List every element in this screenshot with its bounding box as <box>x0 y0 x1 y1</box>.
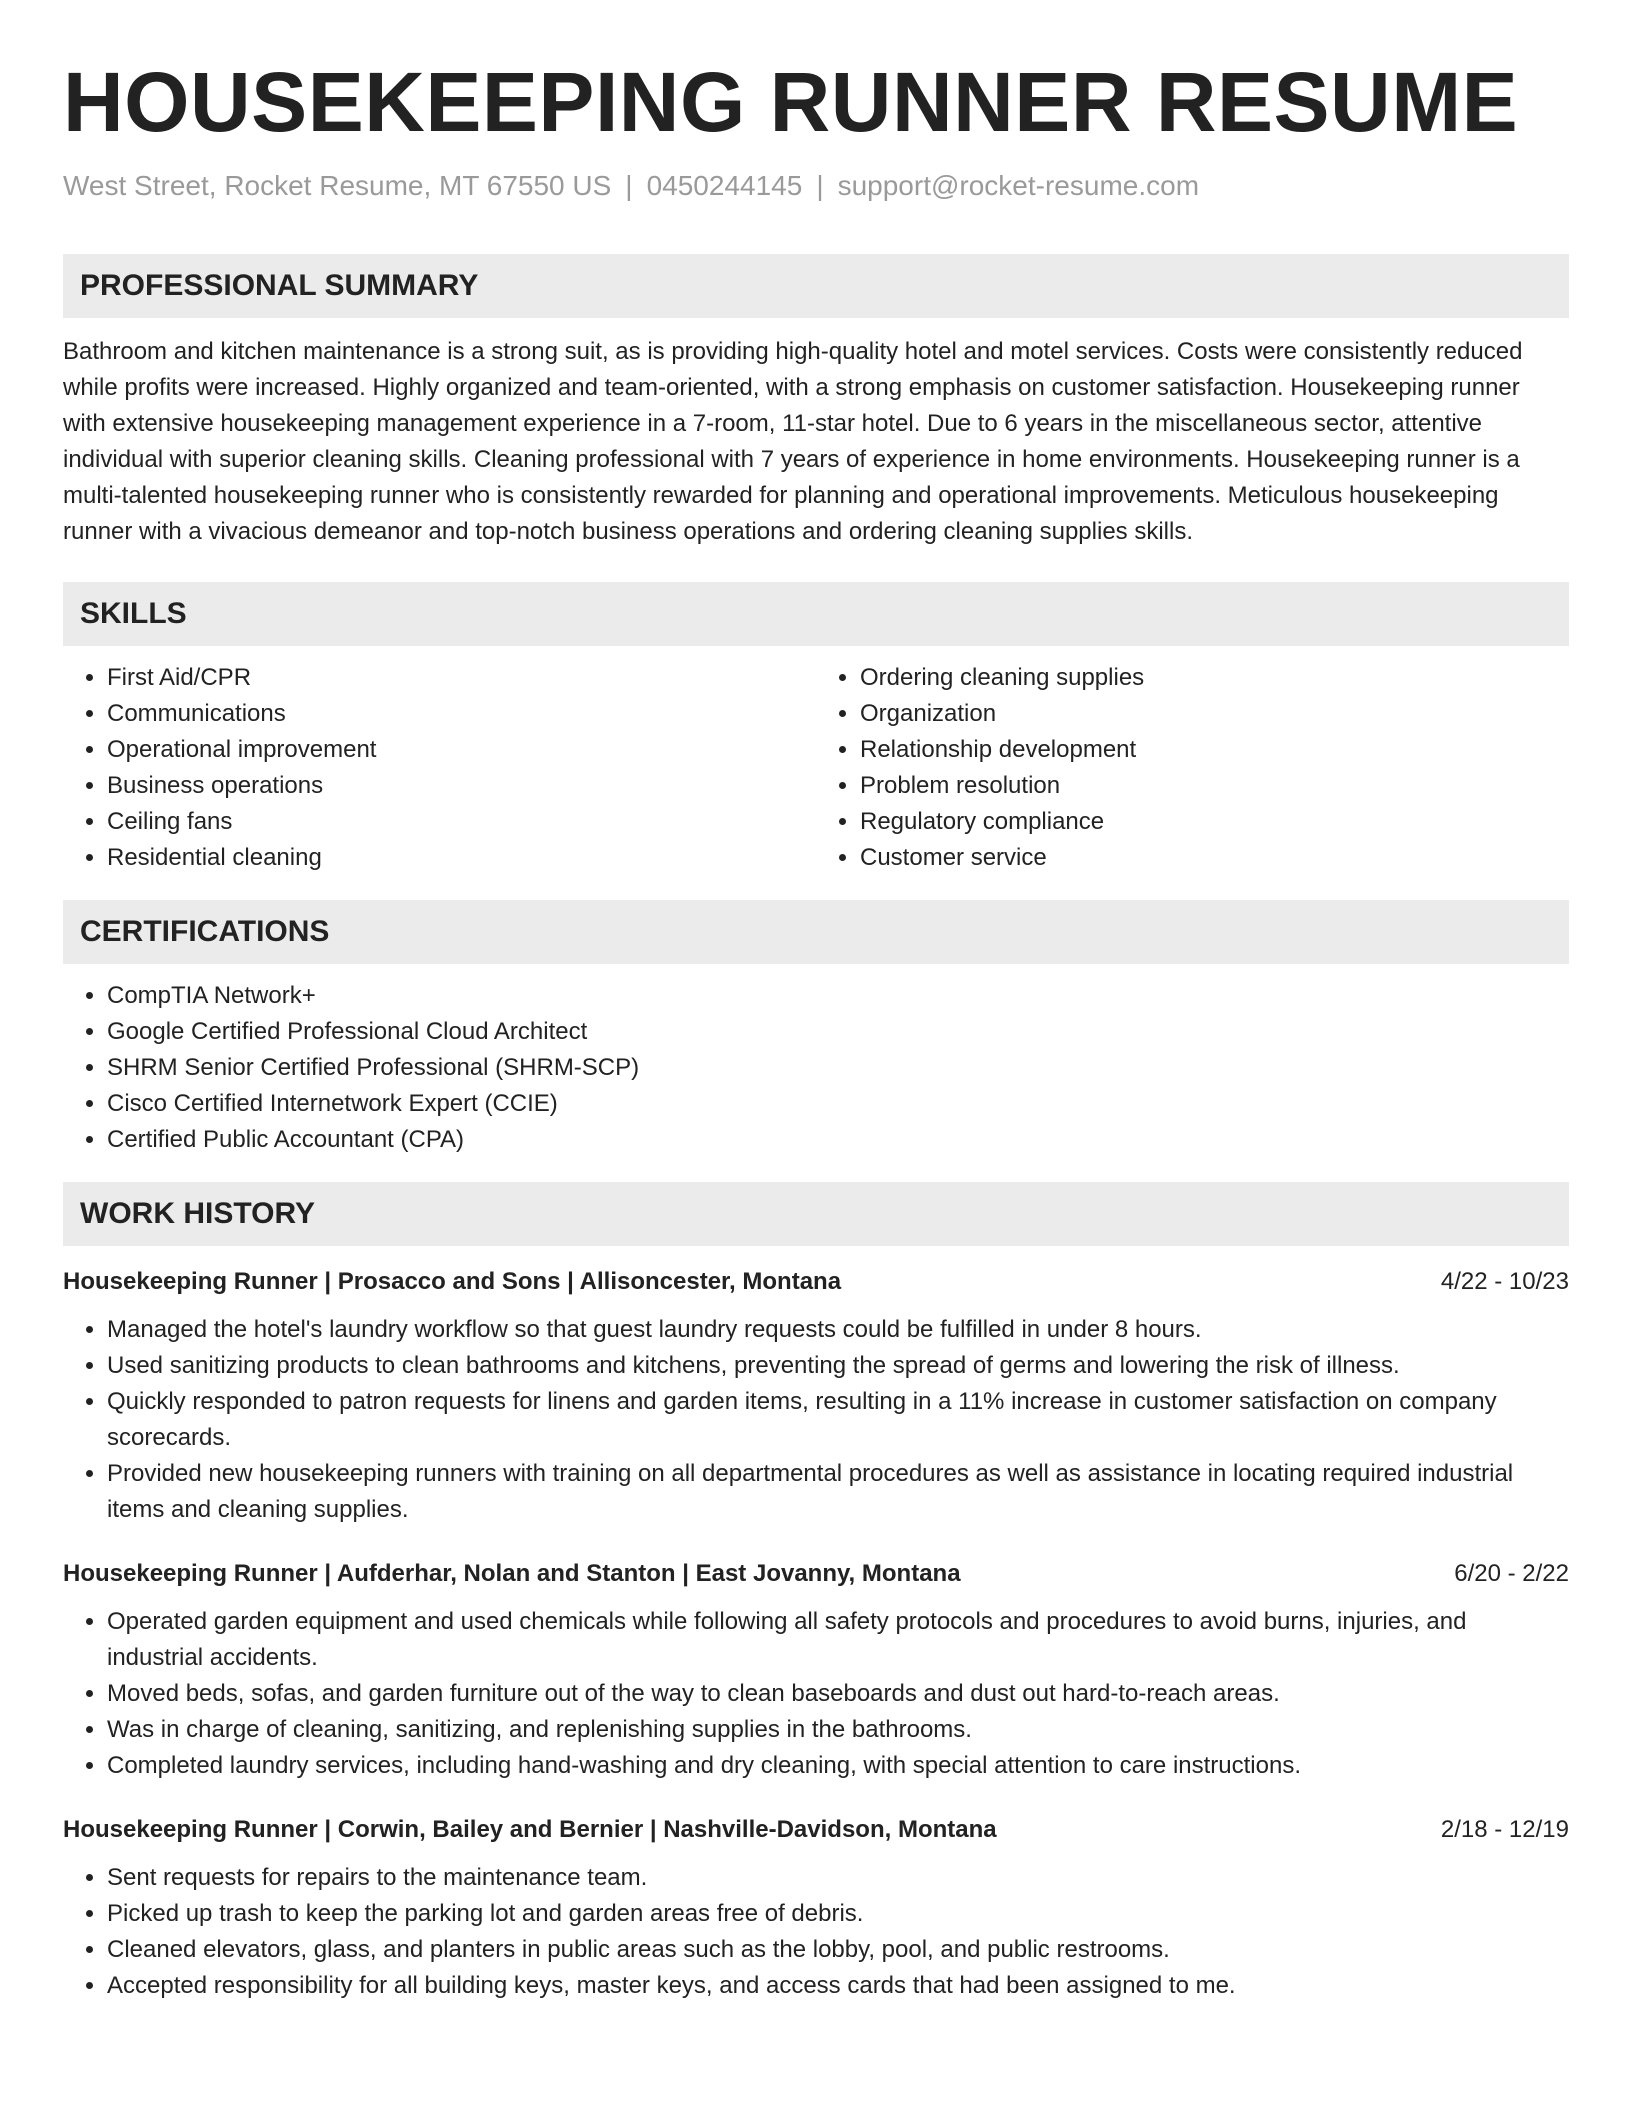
job-title: Housekeeping Runner | Aufderhar, Nolan and Stanton | East Jovanny, Montana <box>63 1560 961 1587</box>
job-entry <box>63 1812 1569 2004</box>
job-bullet: • Cleaned elevators, glass, and planters in public areas such as the lobby, pool, and public restrooms. <box>107 1932 1569 1968</box>
job-bullet: • Quickly responded to patron requests for linens and garden items, resulting in a 11% increase in customer satisfaction on company scorecards. <box>107 1384 1569 1456</box>
job-title-row <box>63 1812 1569 1848</box>
certification-item: • SHRM Senior Certified Professional (SHRM-SCP) <box>107 1050 1569 1086</box>
job-title-row <box>63 1264 1569 1300</box>
job-bullet: • Was in charge of cleaning, sanitizing, and replenishing supplies in the bathrooms. <box>107 1712 1569 1748</box>
skill-item: • Residential cleaning <box>107 840 816 876</box>
skill-item: • Communications <box>107 696 816 732</box>
job-bullet: • Provided new housekeeping runners with training on all departmental procedures as well as assistance in locating required industrial items and cleaning supplies. <box>107 1456 1569 1528</box>
skill-item: • Customer service <box>860 840 1569 876</box>
skill-item: • Ordering cleaning supplies <box>860 660 1569 696</box>
job-bullet: • Picked up trash to keep the parking lot and garden areas free of debris. <box>107 1896 1569 1932</box>
job-bullet: • Sent requests for repairs to the maintenance team. <box>107 1860 1569 1896</box>
job-dates: 6/20 - 2/22 <box>1454 1560 1569 1587</box>
contact-separator: | <box>816 170 824 201</box>
skills-column-right <box>816 660 1569 876</box>
skill-item: • Ceiling fans <box>107 804 816 840</box>
job-bullets <box>63 1860 1569 2004</box>
job-bullet: • Completed laundry services, including hand-washing and dry cleaning, with special attention to care instructions. <box>107 1748 1569 1784</box>
contact-address: West Street, Rocket Resume, MT 67550 US <box>63 170 612 201</box>
contact-email: support@rocket-resume.com <box>837 170 1200 201</box>
job-bullet: • Moved beds, sofas, and garden furniture out of the way to clean baseboards and dust out hard-to-reach areas. <box>107 1676 1569 1712</box>
contact-separator: | <box>625 170 633 201</box>
certification-item: • Google Certified Professional Cloud Architect <box>107 1014 1569 1050</box>
resume-title: HOUSEKEEPING RUNNER RESUME <box>63 55 1519 149</box>
skill-item: • Organization <box>860 696 1569 732</box>
job-bullet: • Accepted responsibility for all building keys, master keys, and access cards that had been assigned to me. <box>107 1968 1569 2004</box>
skills-grid <box>63 660 1569 876</box>
job-title-row <box>63 1556 1569 1592</box>
certifications-list <box>63 978 1569 1158</box>
certification-item: • Cisco Certified Internetwork Expert (CCIE) <box>107 1086 1569 1122</box>
skills-list-left <box>63 660 816 876</box>
job-dates: 4/22 - 10/23 <box>1440 1268 1569 1295</box>
job-entry <box>63 1556 1569 1784</box>
contact-phone: 0450244145 <box>646 170 803 201</box>
skills-column-left <box>63 660 816 876</box>
skill-item: • Operational improvement <box>107 732 816 768</box>
section-header-summary: PROFESSIONAL SUMMARY <box>63 254 1569 318</box>
job-bullet: • Managed the hotel's laundry workflow so that guest laundry requests could be fulfilled in under 8 hours. <box>107 1312 1569 1348</box>
job-bullets <box>63 1312 1569 1528</box>
skill-item: • Problem resolution <box>860 768 1569 804</box>
job-bullet: • Used sanitizing products to clean bathrooms and kitchens, preventing the spread of germs and lowering the risk of illness. <box>107 1348 1569 1384</box>
summary-text: Bathroom and kitchen maintenance is a strong suit, as is providing high-quality hotel and motel services. Costs were consistently reduced while profits were increased. Highly organized and team-oriented, with a strong emphasis on customer satisfaction. Housekeeping runner with extensive housekeeping management experience in a 7-room, 11-star hotel. Due to 6 years in the miscellaneous sector, attentive individual with superior cleaning skills. Cleaning professional with 7 years of experience in home environments. Housekeeping runner is a multi-talented housekeeping runner who is consistently rewarded for planning and operational improvements. Meticulous housekeeping runner with a vivacious demeanor and top-notch business operations and ordering cleaning supplies skills. <box>63 338 1523 545</box>
skill-item: • First Aid/CPR <box>107 660 816 696</box>
certification-item: • CompTIA Network+ <box>107 978 1569 1014</box>
skill-item: • Business operations <box>107 768 816 804</box>
job-bullets <box>63 1604 1569 1784</box>
skills-list-right <box>816 660 1569 876</box>
contact-line <box>63 168 1569 204</box>
job-entry <box>63 1264 1569 1528</box>
certification-item: • Certified Public Accountant (CPA) <box>107 1122 1569 1158</box>
job-bullet: • Operated garden equipment and used chemicals while following all safety protocols and procedures to avoid burns, injuries, and industrial accidents. <box>107 1604 1569 1676</box>
section-header-skills: SKILLS <box>63 582 1569 646</box>
job-title: Housekeeping Runner | Prosacco and Sons | Allisoncester, Montana <box>63 1268 842 1295</box>
section-header-certifications: CERTIFICATIONS <box>63 900 1569 964</box>
skill-item: • Relationship development <box>860 732 1569 768</box>
job-title: Housekeeping Runner | Corwin, Bailey and Bernier | Nashville-Davidson, Montana <box>63 1816 997 1843</box>
section-header-work-history: WORK HISTORY <box>63 1182 1569 1246</box>
skill-item: • Regulatory compliance <box>860 804 1569 840</box>
job-dates: 2/18 - 12/19 <box>1440 1816 1569 1843</box>
